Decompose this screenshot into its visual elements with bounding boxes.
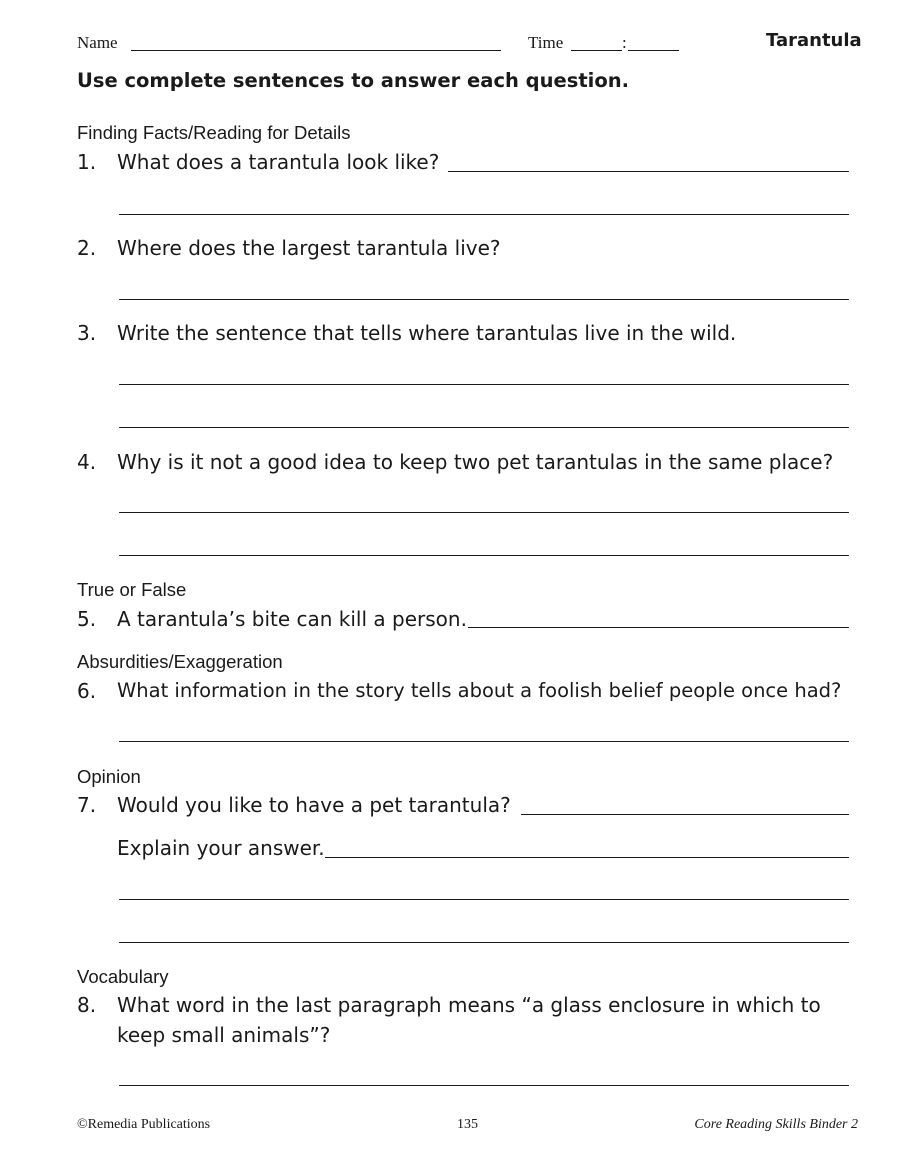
section-heading-finding-facts: Finding Facts/Reading for Details: [77, 122, 351, 143]
answer-line[interactable]: [119, 741, 849, 742]
section-heading-opinion: Opinion: [77, 766, 141, 787]
question-number: 4.: [77, 450, 97, 474]
answer-line[interactable]: [468, 627, 849, 628]
page-number: 135: [457, 1117, 478, 1132]
time-minutes-field[interactable]: [628, 50, 679, 51]
question-text: What information in the story tells about a foolish belief people once had?: [117, 679, 842, 702]
time-label: Time: [528, 33, 564, 52]
answer-line[interactable]: [521, 814, 849, 815]
answer-line[interactable]: [448, 171, 849, 172]
time-colon: :: [622, 33, 627, 52]
answer-line[interactable]: [119, 942, 849, 943]
followup-prompt: Explain your answer.: [117, 836, 325, 860]
answer-line[interactable]: [119, 427, 849, 428]
section-heading-vocabulary: Vocabulary: [77, 966, 169, 987]
answer-line[interactable]: [119, 384, 849, 385]
copyright: ©Remedia Publications: [77, 1117, 211, 1132]
answer-line[interactable]: [119, 214, 849, 215]
question-number: 8.: [77, 993, 97, 1017]
question-text: Where does the largest tarantula live?: [117, 236, 501, 260]
name-field[interactable]: [131, 50, 501, 51]
question-number: 3.: [77, 321, 97, 345]
question-text: Write the sentence that tells where tarantulas live in the wild.: [117, 321, 737, 345]
question-number: 7.: [77, 793, 97, 817]
answer-line[interactable]: [325, 857, 849, 858]
section-heading-true-false: True or False: [77, 579, 187, 600]
section-heading-absurdities: Absurdities/Exaggeration: [77, 651, 283, 672]
question-number: 2.: [77, 236, 97, 260]
instructions: Use complete sentences to answer each question.: [77, 69, 630, 92]
question-text-line-2: keep small animals”?: [117, 1023, 331, 1047]
question-text: What does a tarantula look like?: [117, 150, 440, 174]
question-text: What word in the last paragraph means “a glass enclosure in which to: [117, 993, 821, 1017]
question-number: 5.: [77, 607, 97, 631]
question-text: Would you like to have a pet tarantula?: [117, 793, 511, 817]
name-label: Name: [77, 33, 118, 52]
time-hours-field[interactable]: [571, 50, 622, 51]
question-text: A tarantula’s bite can kill a person.: [117, 607, 467, 631]
question-text: Why is it not a good idea to keep two pet tarantulas in the same place?: [117, 450, 834, 474]
answer-line[interactable]: [119, 899, 849, 900]
question-number: 6.: [77, 679, 97, 703]
page-title: Tarantula: [766, 30, 862, 51]
answer-line[interactable]: [119, 512, 849, 513]
answer-line[interactable]: [119, 299, 849, 300]
answer-line[interactable]: [119, 555, 849, 556]
question-number: 1.: [77, 150, 97, 174]
book-title: Core Reading Skills Binder 2: [694, 1117, 858, 1132]
answer-line[interactable]: [119, 1085, 849, 1086]
